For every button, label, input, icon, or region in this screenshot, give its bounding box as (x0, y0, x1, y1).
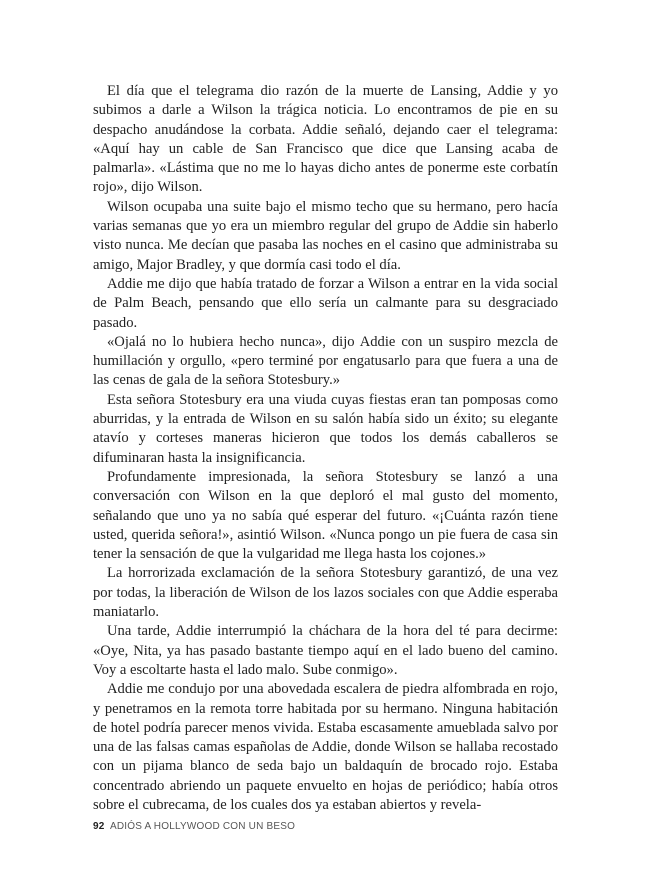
paragraph: La horrorizada exclamación de la señora Stotesbury garantizó, de una vez por todas, la liberación de Wilson de los lazos sociales con que Addie esperaba maniatarlo. (93, 565, 558, 621)
running-title: ADIÓS A HOLLYWOOD CON UN BESO (109, 821, 296, 832)
paragraph: Addie me condujo por una abovedada escalera de piedra alfombrada en rojo, y penetramos en la remota torre habitada por su hermano. Ninguna habitación de hotel podría parecer menos vivida. Estaba escasamente amueblada salvo por una de las falsas camas españolas de Addie, donde Wilson se hallaba recostado con un pijama blanco de seda bajo un baldaquín de brocado rojo. Estaba concentrado abriendo un paquete envuelto en hojas de periódico; había otros sobre el cubrecama, de los cuales dos ya estaban abiertos y revela- (93, 681, 558, 813)
paragraph: Esta señora Stotesbury era una viuda cuyas fiestas eran tan pomposas como aburridas, y la entrada de Wilson en su salón había sido un éxito; su elegante atavío y corteses maneras hicieron que todos los demás caballeros se difuminaran hasta la insignificancia. (93, 391, 558, 466)
paragraph: El día que el telegrama dio razón de la muerte de Lansing, Addie y yo subimos a darle a Wilson la trágica noticia. Lo encontramos de pie en su despacho anudándose la corbata. Addie señaló, dejando caer el telegrama: «Aquí hay un cable de San Francisco que dice que Lansing acaba de palmarla». «Lástima que no me lo hayas dicho antes de ponerme este corbatín rojo», dijo Wilson. (93, 83, 558, 196)
paragraph: Addie me dijo que había tratado de forzar a Wilson a entrar en la vida social de Palm Beach, pensando que ello sería un calmante para su desgraciado pasado. (93, 275, 558, 331)
page-footer (93, 821, 295, 832)
paragraph: Wilson ocupaba una suite bajo el mismo techo que su hermano, pero hacía varias semanas que yo era un miembro regular del grupo de Addie sin haberlo visto nunca. Me decían que pasaba las noches en el casino que administraba su amigo, Major Bradley, y que dormía casi todo el día. (93, 198, 558, 273)
page-number: 92 (93, 821, 105, 832)
paragraph: «Ojalá no lo hubiera hecho nunca», dijo Addie con un suspiro mezcla de humillación y orgullo, «pero terminé por engatusarlo para que fuera a una de las cenas de gala de la señora Stotesbury.» (93, 333, 558, 389)
paragraph: Una tarde, Addie interrumpió la cháchara de la hora del té para decirme: «Oye, Nita, ya has pasado bastante tiempo aquí en el lado bueno del camino. Voy a escoltarte hasta el lado malo. Sube conmigo». (93, 623, 558, 678)
body-text (93, 82, 558, 815)
paragraph: Profundamente impresionada, la señora Stotesbury se lanzó a una conversación con Wilson en la que deploró el mal gusto del momento, señalando que uno ya no sabía qué esperar del futuro. «¡Cuánta razón tiene usted, querida señora!», asintió Wilson. «Nunca pongo un pie fuera de casa sin tener la sensación de que la vulgaridad me llega hasta los cojones.» (93, 468, 558, 563)
